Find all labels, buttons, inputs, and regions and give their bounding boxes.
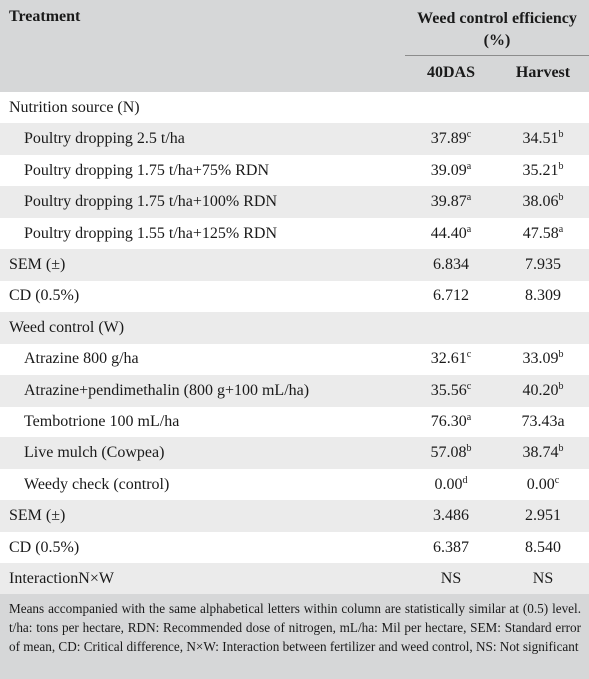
cell-value: 44.40	[430, 224, 467, 242]
cell-40das	[405, 570, 497, 588]
cell-value: 6.387	[433, 538, 469, 556]
row-label: CD (0.5%)	[9, 538, 80, 556]
table-row	[0, 500, 589, 532]
row-label: SEM (±)	[9, 507, 66, 525]
cell-value: 8.309	[525, 287, 561, 305]
cell-value: 34.51	[522, 130, 559, 148]
cell-value: 38.06	[522, 193, 559, 211]
cell-value: 35.56	[430, 381, 467, 399]
table-row	[0, 406, 589, 438]
table-row	[0, 375, 589, 407]
significance-letter: b	[558, 160, 564, 172]
cell-harvest	[497, 350, 589, 368]
row-label: Poultry dropping 1.75 t/ha+100% RDN	[24, 193, 278, 211]
cell-value: NS	[440, 570, 462, 587]
cell-value: 2.951	[525, 507, 561, 525]
cell-harvest	[497, 256, 589, 274]
table-row	[0, 532, 589, 564]
header-40das: 40DAS	[426, 64, 475, 81]
cell-value: 7.935	[525, 256, 561, 273]
cell-harvest	[497, 130, 589, 148]
cell-value: 0.00	[434, 475, 463, 493]
significance-letter: d	[462, 474, 468, 486]
significance-letter: b	[558, 380, 564, 392]
table-row	[0, 563, 589, 595]
row-label: Weed control (W)	[9, 318, 125, 336]
significance-letter: a	[466, 412, 472, 423]
significance-letter: a	[466, 160, 472, 172]
significance-letter: c	[466, 129, 472, 141]
cell-value: 76.30	[430, 413, 467, 430]
header-treatment: Treatment	[9, 8, 81, 25]
cell-40das	[405, 130, 497, 148]
cell-value: 39.87	[430, 193, 467, 211]
cell-value: 37.89	[430, 130, 467, 148]
table-row	[0, 186, 589, 218]
significance-letter: b	[558, 192, 564, 204]
row-label: Live mulch (Cowpea)	[24, 444, 165, 462]
cell-harvest	[497, 476, 589, 494]
row-label: CD (0.5%)	[9, 287, 80, 305]
cell-40das	[405, 350, 497, 368]
cell-value: 35.21	[522, 161, 559, 179]
significance-letter: c	[466, 349, 472, 361]
row-label: SEM (±)	[9, 256, 66, 273]
cell-40das	[405, 413, 497, 431]
cell-value: 57.08	[430, 444, 467, 462]
significance-letter: b	[558, 129, 564, 141]
cell-40das	[405, 382, 497, 400]
significance-letter: c	[554, 474, 560, 486]
table-row	[0, 280, 589, 312]
table-row	[0, 312, 589, 344]
table-row	[0, 469, 589, 501]
cell-harvest	[497, 193, 589, 211]
cell-value: 32.61	[430, 350, 467, 368]
table-row	[0, 437, 589, 469]
table-row	[0, 343, 589, 375]
row-label: Poultry dropping 1.75 t/ha+75% RDN	[24, 161, 270, 179]
cell-40das	[405, 539, 497, 557]
significance-letter: a	[558, 223, 564, 235]
significance-letter: c	[466, 380, 472, 392]
significance-letter: b	[558, 443, 564, 455]
cell-value: 38.74	[522, 444, 559, 462]
table-row	[0, 92, 589, 124]
table-row	[0, 123, 589, 155]
cell-harvest	[497, 225, 589, 243]
cell-harvest	[497, 413, 589, 431]
cell-40das	[405, 507, 497, 525]
cell-harvest	[497, 287, 589, 305]
table-row	[0, 249, 589, 281]
row-label: Atrazine+pendimethalin (800 g+100 mL/ha)	[24, 381, 310, 399]
cell-40das	[405, 256, 497, 274]
header-divider	[405, 55, 589, 56]
header-weed-control-efficiency: Weed control efficiency (%)	[417, 10, 577, 49]
cell-value: 73.43a	[521, 413, 565, 430]
row-label: Weedy check (control)	[24, 475, 170, 493]
header-harvest: Harvest	[515, 64, 571, 81]
cell-harvest	[497, 444, 589, 462]
row-label: Tembotrione 100 mL/ha	[24, 413, 180, 430]
cell-value: 40.20	[522, 381, 559, 399]
footnote-text: Means accompanied with the same alphabetical letters within column are statistically similar at (0.5) level. t/ha: tons per hectare, RDN: Recommended dose of nitrogen, mL/ha: Mil per hectare, SEM: Standard error of mean, CD: Critical difference, N×W: Interaction between fertilizer and weed control, NS: Not significant	[9, 601, 581, 654]
cell-value: 6.712	[433, 287, 469, 305]
cell-40das	[405, 225, 497, 243]
cell-harvest	[497, 570, 589, 588]
cell-harvest	[497, 539, 589, 557]
table-row	[0, 155, 589, 187]
row-label: Poultry dropping 1.55 t/ha+125% RDN	[24, 224, 278, 242]
cell-value: 8.540	[525, 538, 561, 556]
row-label: Poultry dropping 2.5 t/ha	[24, 130, 185, 148]
cell-40das	[405, 287, 497, 305]
cell-value: 47.58	[522, 224, 559, 242]
cell-40das	[405, 193, 497, 211]
cell-harvest	[497, 507, 589, 525]
cell-value: 6.834	[433, 256, 469, 273]
cell-value: 3.486	[433, 507, 469, 525]
cell-40das	[405, 476, 497, 494]
row-label: Atrazine 800 g/ha	[24, 350, 139, 368]
table-header	[0, 0, 589, 92]
cell-40das	[405, 444, 497, 462]
table-row	[0, 218, 589, 250]
cell-value: NS	[532, 570, 554, 587]
table-footnote	[0, 594, 589, 679]
cell-harvest	[497, 162, 589, 180]
significance-letter: a	[466, 192, 472, 204]
cell-value: 39.09	[430, 161, 467, 179]
cell-harvest	[497, 382, 589, 400]
row-label: InteractionN×W	[9, 570, 114, 587]
significance-letter: b	[466, 443, 472, 455]
cell-value: 0.00	[526, 475, 555, 493]
row-label: Nutrition source (N)	[9, 99, 140, 116]
cell-value: 33.09	[522, 350, 559, 368]
significance-letter: b	[558, 349, 564, 361]
cell-40das	[405, 162, 497, 180]
significance-letter: a	[466, 223, 472, 235]
